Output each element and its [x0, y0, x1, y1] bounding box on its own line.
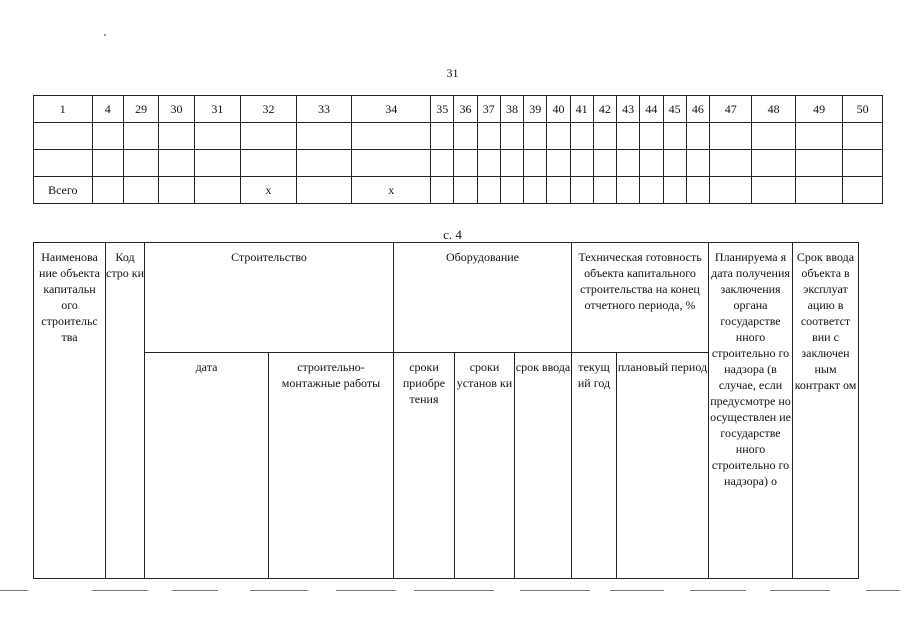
header-cell: 44 — [640, 96, 663, 123]
col-object-name: Наименова ние объекта капитальн ого строительс тва — [34, 243, 106, 579]
header-cell: 30 — [159, 96, 194, 123]
scan-speck — [104, 34, 106, 36]
group-equipment: Оборудование — [394, 243, 572, 353]
header-cell: 1 — [34, 96, 93, 123]
header-cell: 46 — [686, 96, 709, 123]
header-cell: 36 — [454, 96, 477, 123]
header-cell: 45 — [663, 96, 686, 123]
section-label: с. 4 — [443, 227, 462, 242]
cut-line — [0, 590, 905, 594]
header-cell: 38 — [500, 96, 523, 123]
header-cell: 34 — [352, 96, 431, 123]
sub-acquisition: сроки приобре тения — [394, 353, 455, 579]
header-cell: 4 — [92, 96, 123, 123]
header-cell: 41 — [570, 96, 593, 123]
header-cell: 49 — [795, 96, 843, 123]
header-cell: 40 — [547, 96, 570, 123]
header-cell: 31 — [194, 96, 240, 123]
sub-date: дата — [145, 353, 269, 579]
table-row — [34, 150, 883, 177]
group-construction: Строительство — [145, 243, 394, 353]
header-cell: 35 — [431, 96, 454, 123]
header-cell: 42 — [593, 96, 616, 123]
header-cell: 32 — [241, 96, 297, 123]
header-row — [34, 243, 859, 353]
col-planned-date: Планируема я дата получения заключения органа государстве нного строительно го надзора (в случае, если предусмотре но осуществлен ие государстве нного строительно го надзора) о — [709, 243, 793, 579]
construction-table — [33, 242, 859, 579]
sub-installation: сроки установ ки — [455, 353, 515, 579]
header-cell: 37 — [477, 96, 500, 123]
header-cell: 48 — [752, 96, 795, 123]
header-cell: 39 — [524, 96, 547, 123]
header-cell: 29 — [123, 96, 158, 123]
table-row — [34, 123, 883, 150]
sub-works: строительно- монтажные работы — [269, 353, 394, 579]
header-row — [34, 96, 883, 123]
x-mark: x — [241, 177, 297, 204]
col-commission-term: Срок ввода объекта в эксплуат ацию в соответст вии с заключен ным контракт ом — [793, 243, 859, 579]
x-mark: x — [352, 177, 431, 204]
header-cell: 50 — [843, 96, 883, 123]
summary-table — [33, 95, 883, 204]
col-row-code: Код стро ки — [106, 243, 145, 579]
header-cell: 47 — [709, 96, 751, 123]
header-cell: 43 — [617, 96, 640, 123]
group-readiness: Техническая готовность объекта капитального строительства на конец отчетного периода, % — [572, 243, 709, 353]
sub-input: срок ввода — [515, 353, 572, 579]
sub-current-year: текущ ий год — [572, 353, 617, 579]
total-row — [34, 177, 883, 204]
sub-plan-period: плановый период — [617, 353, 709, 579]
page-number: 31 — [446, 66, 459, 80]
total-label: Всего — [34, 177, 93, 204]
header-cell: 33 — [296, 96, 352, 123]
